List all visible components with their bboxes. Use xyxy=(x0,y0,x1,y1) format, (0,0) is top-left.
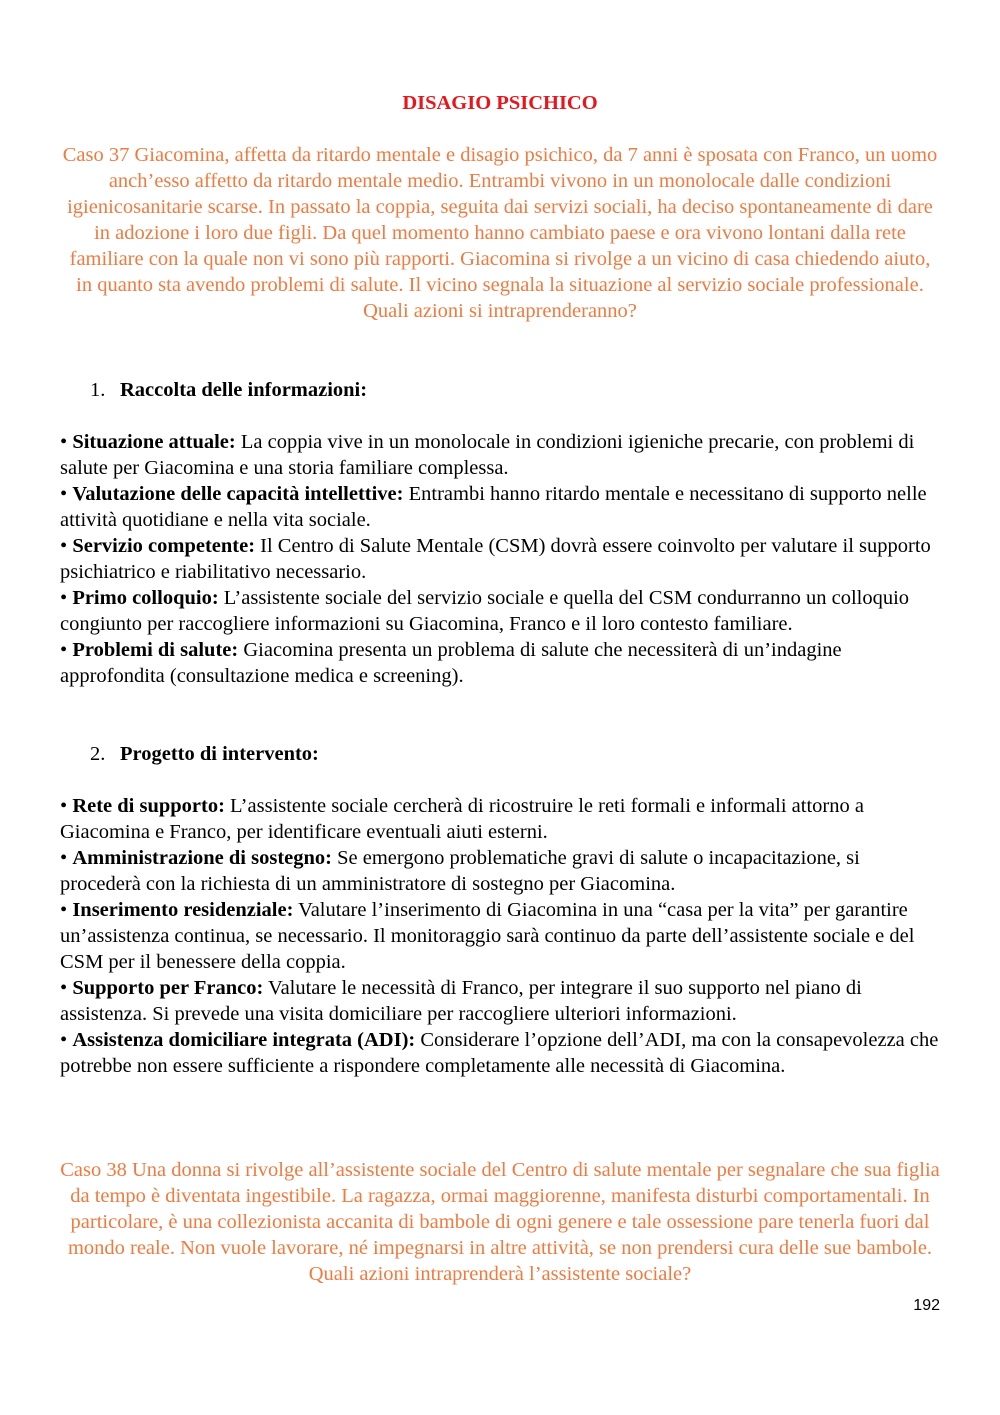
list-item xyxy=(60,585,940,637)
bullet: • xyxy=(60,483,68,505)
list-item xyxy=(60,897,940,975)
section-2-list xyxy=(60,793,940,1079)
section-1-list xyxy=(60,429,940,689)
item-term: Amministrazione di sostegno: xyxy=(72,847,332,869)
page-number: 192 xyxy=(913,1297,940,1314)
item-text: La coppia vive in un monolocale in condizioni igieniche precarie, con problemi di salute per Giacomina e una storia familiare complessa. xyxy=(60,431,915,479)
case-38-text: Caso 38 Una donna si rivolge all’assistente sociale del Centro di salute mentale per segnalare che sua figlia da tempo è diventata ingestibile. La ragazza, ormai maggiorenne, manifesta disturbi comportamentali. In particolare, è una collezionista accanita di bambole di ogni genere e tale ossessione pare tenerla fuori dal mondo reale. Non vuole lavorare, né impegnarsi in altre attività, se non prendersi cura delle sue bambole. Quali azioni intraprenderà l’assistente sociale? xyxy=(60,1159,940,1285)
bullet: • xyxy=(60,587,68,609)
section-1-label: Raccolta delle informazioni: xyxy=(120,379,368,401)
section-2-label: Progetto di intervento: xyxy=(120,743,319,765)
bullet: • xyxy=(60,899,68,921)
list-item xyxy=(60,793,940,845)
list-item xyxy=(60,481,940,533)
item-term: Inserimento residenziale: xyxy=(72,899,294,921)
item-term: Valutazione delle capacità intellettive: xyxy=(72,483,404,505)
page-title: DISAGIO PSICHICO xyxy=(402,92,598,114)
item-text: Valutare le necessità di Franco, per integrare il suo supporto nel piano di assistenza. Si prevede una visita domiciliare per raccogliere ulteriori informazioni. xyxy=(60,977,862,1025)
item-term: Primo colloquio: xyxy=(72,587,219,609)
item-text: L’assistente sociale cercherà di ricostruire le reti formali e informali attorno a Giacomina e Franco, per identificare eventuali aiuti esterni. xyxy=(60,795,864,843)
item-term: Problemi di salute: xyxy=(72,639,239,661)
item-text: Il Centro di Salute Mentale (CSM) dovrà essere coinvolto per valutare il supporto psichiatrico e riabilitativo necessario. xyxy=(60,535,931,583)
item-text: Valutare l’inserimento di Giacomina in una “casa per la vita” per garantire un’assistenza continua, se necessario. Il monitoraggio sarà continuo da parte dell’assistente sociale e del CSM per il benessere della coppia. xyxy=(60,899,915,973)
item-text: Se emergono problematiche gravi di salute o incapacitazione, si procederà con la richiesta di un amministratore di sostegno per Giacomina. xyxy=(60,847,860,895)
item-text: Considerare l’opzione dell’ADI, ma con la consapevolezza che potrebbe non essere sufficiente a rispondere completamente alle necessità di Giacomina. xyxy=(60,1029,939,1077)
item-term: Situazione attuale: xyxy=(72,431,236,453)
bullet: • xyxy=(60,639,68,661)
item-term: Supporto per Franco: xyxy=(72,977,264,999)
section-1-heading xyxy=(90,377,367,403)
section-2-number: 2. xyxy=(90,743,106,765)
item-text: Entrambi hanno ritardo mentale e necessitano di supporto nelle attività quotidiane e nella vita sociale. xyxy=(60,483,927,531)
bullet: • xyxy=(60,431,68,453)
case-37-text: Caso 37 Giacomina, affetta da ritardo mentale e disagio psichico, da 7 anni è sposata con Franco, un uomo anch’esso affetto da ritardo mentale medio. Entrambi vivono in un monolocale dalle condizioni igienicosanitarie scarse. In passato la coppia, seguita dai servizi sociali, ha deciso spontaneamente di dare in adozione i loro due figli. Da quel momento hanno cambiato paese e ora vivono lontani dalla rete familiare con la quale non vi sono più rapporti. Giacomina si rivolge a un vicino di casa chiedendo aiuto, in quanto sta avendo problemi di salute. Il vicino segnala la situazione al servizio sociale professionale. Quali azioni si intraprenderanno? xyxy=(62,144,938,322)
item-term: Assistenza domiciliare integrata (ADI): xyxy=(72,1029,416,1051)
list-item xyxy=(60,845,940,897)
bullet: • xyxy=(60,977,68,999)
list-item xyxy=(60,637,940,689)
bullet: • xyxy=(60,795,68,817)
item-text: L’assistente sociale del servizio sociale e quella del CSM condurranno un colloquio congiunto per raccogliere informazioni su Giacomina, Franco e il loro contesto familiare. xyxy=(60,587,910,635)
list-item xyxy=(60,975,940,1027)
item-text: Giacomina presenta un problema di salute che necessiterà di un’indagine approfondita (consultazione medica e screening). xyxy=(60,639,842,687)
list-item xyxy=(60,1027,940,1079)
item-term: Rete di supporto: xyxy=(72,795,225,817)
item-term: Servizio competente: xyxy=(72,535,256,557)
bullet: • xyxy=(60,535,68,557)
section-1-number: 1. xyxy=(90,379,106,401)
list-item xyxy=(60,429,940,481)
bullet: • xyxy=(60,847,68,869)
section-2-heading xyxy=(90,741,319,767)
bullet: • xyxy=(60,1029,68,1051)
list-item xyxy=(60,533,940,585)
